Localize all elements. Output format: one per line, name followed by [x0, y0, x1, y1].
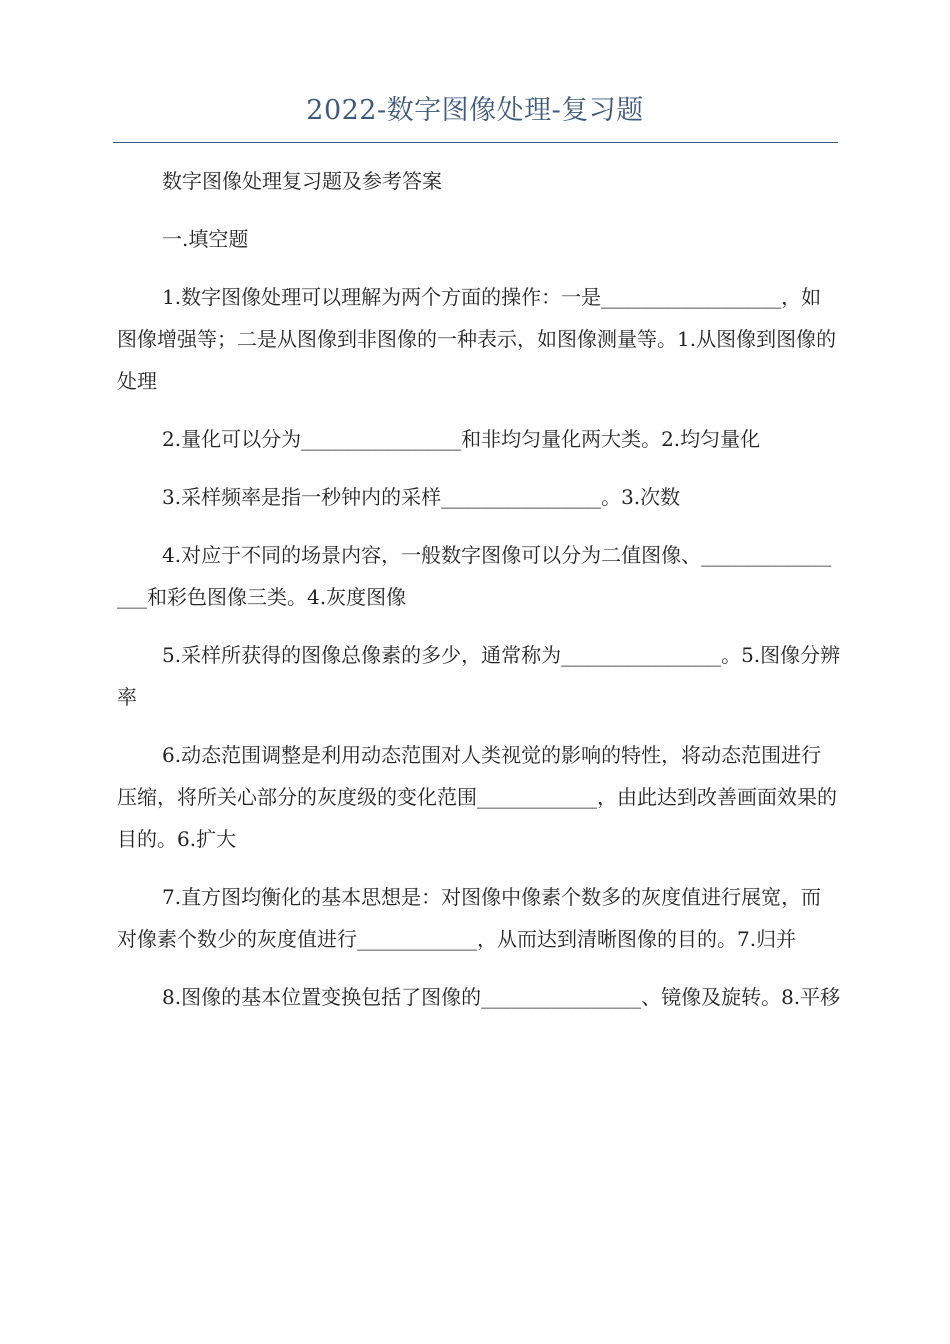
- question-5: 5.采样所获得的图像总像素的多少，通常称为________________。5.图像分辨率: [117, 643, 841, 709]
- question-8: 8.图像的基本位置变换包括了图像的________________、镜像及旋转。8.平移: [162, 985, 841, 1009]
- section-heading: 一.填空题: [162, 227, 249, 251]
- question-6: 6.动态范围调整是利用动态范围对人类视觉的影响的特性，将动态范围进行压缩，将所关心部分的灰度级的变化范围____________，由此达到改善画面效果的目的。6.扩大: [117, 743, 837, 851]
- question-1: 1.数字图像处理可以理解为两个方面的操作：一是__________________，如图像增强等；二是从图像到非图像的一种表示，如图像测量等。1.从图像到图像的处理: [117, 285, 837, 393]
- question-7: 7.直方图均衡化的基本思想是：对图像中像素个数多的灰度值进行展宽，而对像素个数少的灰度值进行____________，从而达到清晰图像的目的。7.归并: [117, 885, 822, 951]
- question-3: 3.采样频率是指一秒钟内的采样________________。3.次数: [162, 485, 681, 509]
- document-subtitle: 数字图像处理复习题及参考答案: [162, 169, 442, 193]
- question-4: 4.对应于不同的场景内容，一般数字图像可以分为二值图像、________________和彩色图像三类。4.灰度图像: [117, 543, 832, 609]
- title-divider: [113, 142, 838, 143]
- page-title: 2022-数字图像处理-复习题: [306, 95, 644, 126]
- question-2: 2.量化可以分为________________和非均匀量化两大类。2.均匀量化: [162, 427, 761, 451]
- document-body: [117, 160, 841, 1034]
